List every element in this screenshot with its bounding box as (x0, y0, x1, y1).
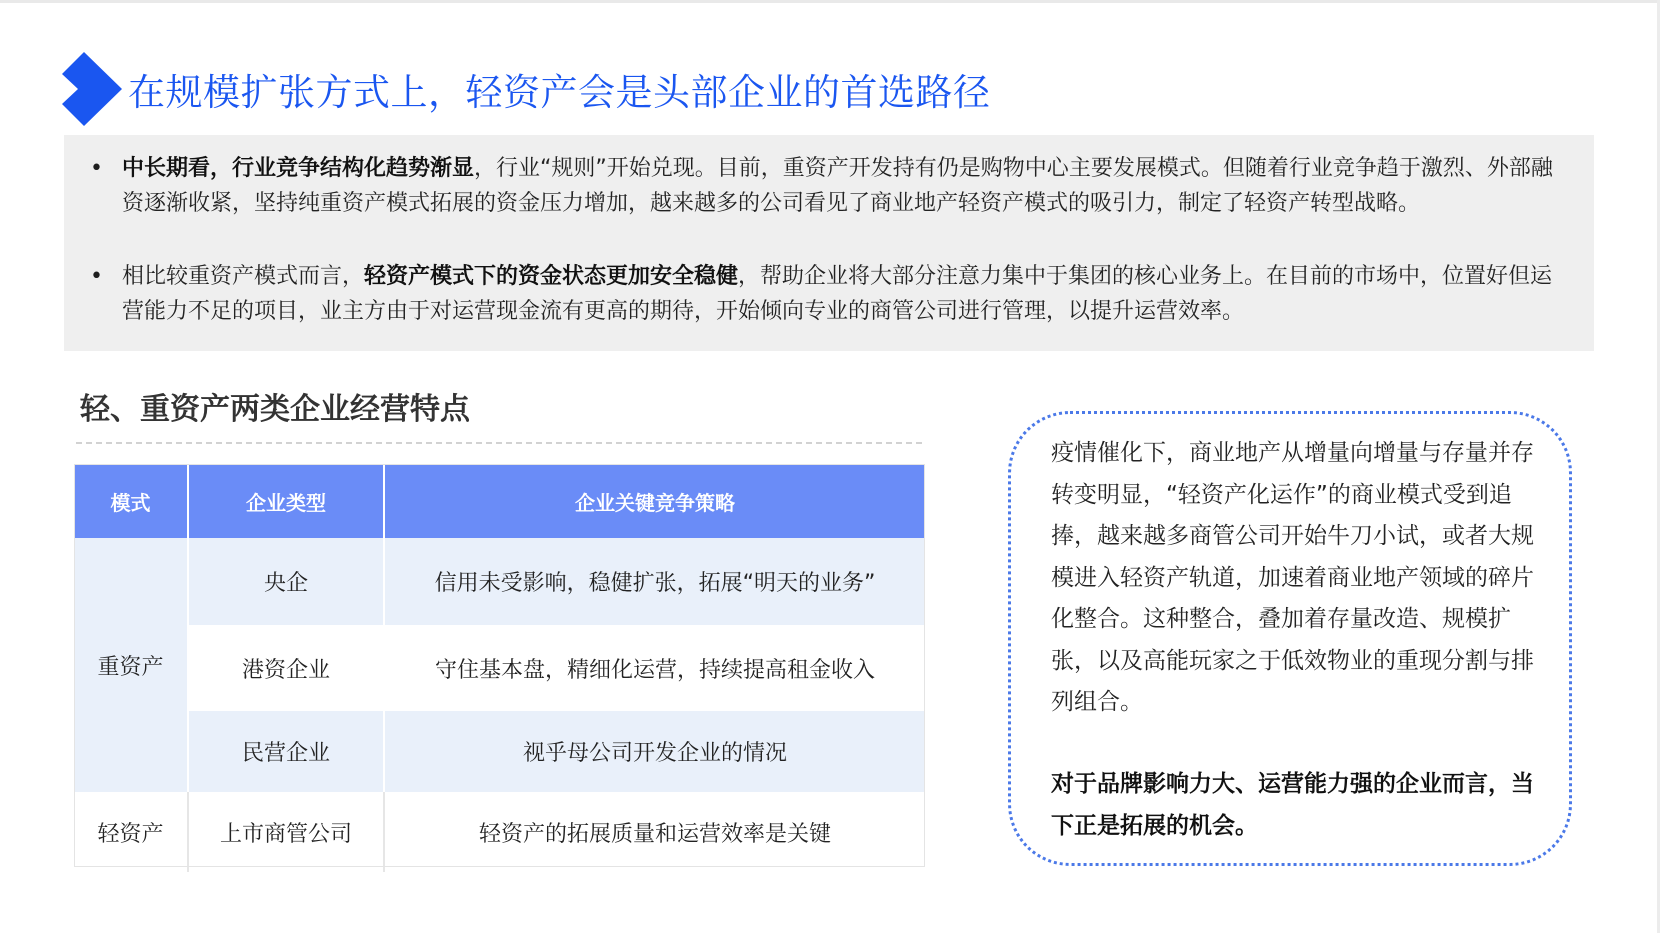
cell-company-type: 上市商管公司 (188, 792, 384, 872)
bullet-2-emphasis: 轻资产模式下的资金状态更加安全稳健 (364, 264, 739, 289)
bullet-2-lead: 相比较重资产模式而言， (122, 264, 365, 289)
header-mode: 模式 (74, 464, 188, 538)
table-row (74, 625, 925, 711)
table-header-row (74, 464, 925, 538)
header-strategy: 企业关键竞争策略 (384, 464, 925, 538)
table-row (74, 792, 925, 872)
header-company-type: 企业类型 (188, 464, 384, 538)
bullet-paragraph-2 (122, 259, 1562, 329)
cell-strategy: 视乎母公司开发企业的情况 (384, 711, 925, 792)
bullet-1-text: ，行业“规则”开始兑现。目前，重资产开发持有仍是购物中心主要发展模式。但随着行业竞争趋于激烈、外部融资逐渐收紧，坚持纯重资产模式拓展的资金压力增加，越来越多的公司看见了商业地产轻资产模式的吸引力，制定了轻资产转型战略。 (122, 156, 1553, 216)
callout-conclusion: 对于品牌影响力大、运营能力强的企业而言，当下正是拓展的机会。 (1051, 771, 1534, 839)
table-row (74, 538, 925, 625)
cell-heavy-asset: 重资产 (74, 538, 188, 792)
bullet-paragraph-1 (122, 151, 1562, 221)
cell-company-type: 港资企业 (188, 625, 384, 711)
bullet-2-text: ，帮助企业将大部分注意力集中于集团的核心业务上。在目前的市场中，位置好但运营能力不足的项目，业主方由于对运营现金流有更高的期待，开始倾向专业的商管公司进行管理，以提升运营效率。 (122, 264, 1553, 324)
cell-company-type: 央企 (188, 538, 384, 625)
page-title: 在规模扩张方式上，轻资产会是头部企业的首选路径 (128, 71, 991, 114)
section-divider (76, 442, 922, 444)
bullet-dot: • (90, 156, 103, 181)
cell-company-type: 民营企业 (188, 711, 384, 792)
cell-strategy: 信用未受影响，稳健扩张，拓展“明天的业务” (384, 538, 925, 625)
cell-strategy: 轻资产的拓展质量和运营效率是关键 (384, 792, 925, 872)
top-border (0, 0, 1660, 3)
table-row (74, 711, 925, 792)
operating-characteristics-table (74, 464, 925, 872)
bullet-dot: • (90, 264, 103, 289)
bullet-1-emphasis: 中长期看，行业竞争结构化趋势渐显 (122, 156, 475, 181)
cell-strategy: 守住基本盘，精细化运营，持续提高租金收入 (384, 625, 925, 711)
callout-text: 疫情催化下，商业地产从增量向增量与存量并存转变明显，“轻资产化运作”的商业模式受到追捧，越来越多商管公司开始牛刀小试，或者大规模进入轻资产轨道，加速着商业地产领域的碎片化整合。这种整合，叠加着存量改造、规模扩张，以及高能玩家之于低效物业的重现分割与排列组合。 (1051, 440, 1534, 715)
chevron-icon (62, 52, 122, 126)
cell-light-asset: 轻资产 (74, 792, 188, 872)
section-heading: 轻、重资产两类企业经营特点 (80, 392, 470, 427)
